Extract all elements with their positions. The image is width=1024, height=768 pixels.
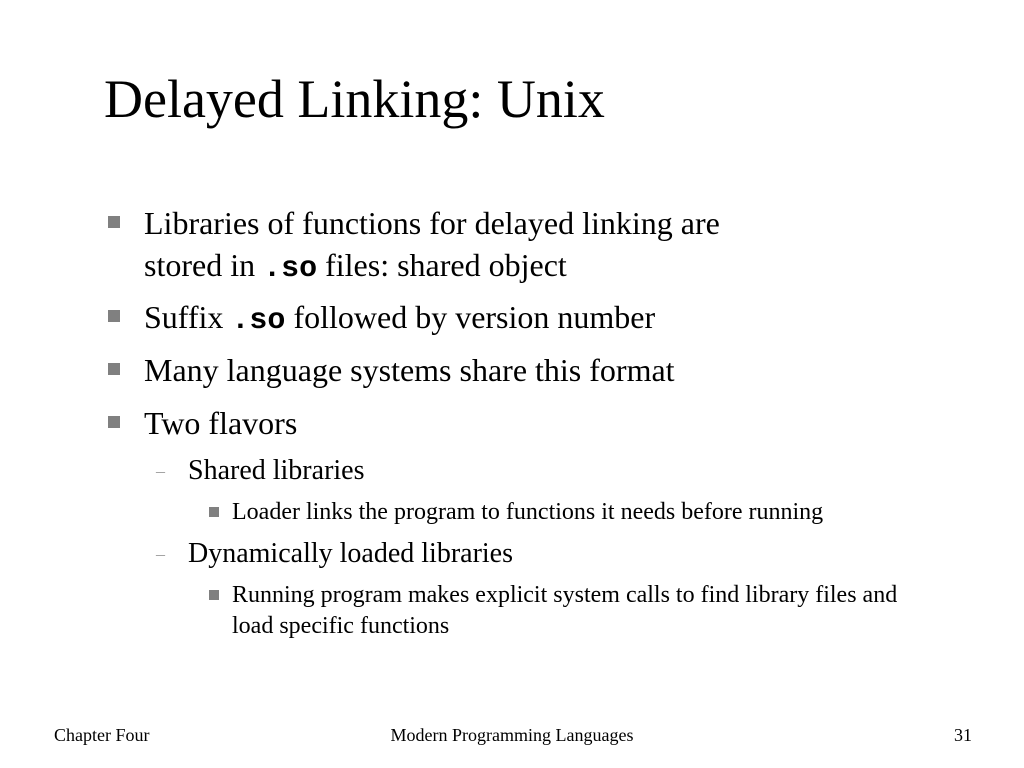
bullet-item (144, 296, 904, 342)
sub-bullet-item (156, 454, 908, 488)
sub-bullet-text: Dynamically loaded libraries (188, 538, 513, 569)
footer-course-title: Modern Programming Languages (390, 725, 634, 745)
sub-bullet-text: Shared libraries (188, 455, 365, 486)
sub-bullet-item (156, 537, 908, 571)
bullet-text: followed by version number (293, 299, 656, 335)
square-bullet-icon (209, 590, 219, 600)
square-bullet-icon (108, 363, 120, 375)
code-text: .so (231, 304, 286, 338)
bullet-item (144, 349, 904, 391)
slide-title: Delayed Linking: Unix (104, 69, 605, 129)
bullet-text: Two flavors (144, 405, 298, 441)
footer-chapter: Chapter Four (54, 725, 150, 745)
square-bullet-icon (108, 310, 120, 322)
sub-sub-bullet-item (232, 497, 932, 528)
dash-bullet-icon: – (156, 461, 165, 481)
bullet-text: Libraries of functions for delayed linking are (144, 205, 720, 241)
code-text: .so (263, 252, 318, 286)
bullet-text: Suffix (144, 299, 224, 335)
dash-bullet-icon: – (156, 544, 165, 564)
square-bullet-icon (108, 216, 120, 228)
bullet-text: files: shared object (325, 247, 567, 283)
square-bullet-icon (209, 507, 219, 517)
bullet-item (144, 402, 904, 444)
sub-sub-bullet-text: Running program makes explicit system calls to find library files and load specific functions (232, 582, 898, 639)
bullet-item (144, 202, 904, 290)
sub-sub-bullet-item (232, 580, 922, 642)
slide-number: 31 (954, 725, 972, 745)
square-bullet-icon (108, 416, 120, 428)
sub-sub-bullet-text: Loader links the program to functions it needs before running (232, 499, 824, 525)
bullet-text: stored in (144, 247, 256, 283)
bullet-text: Many language systems share this format (144, 352, 675, 388)
